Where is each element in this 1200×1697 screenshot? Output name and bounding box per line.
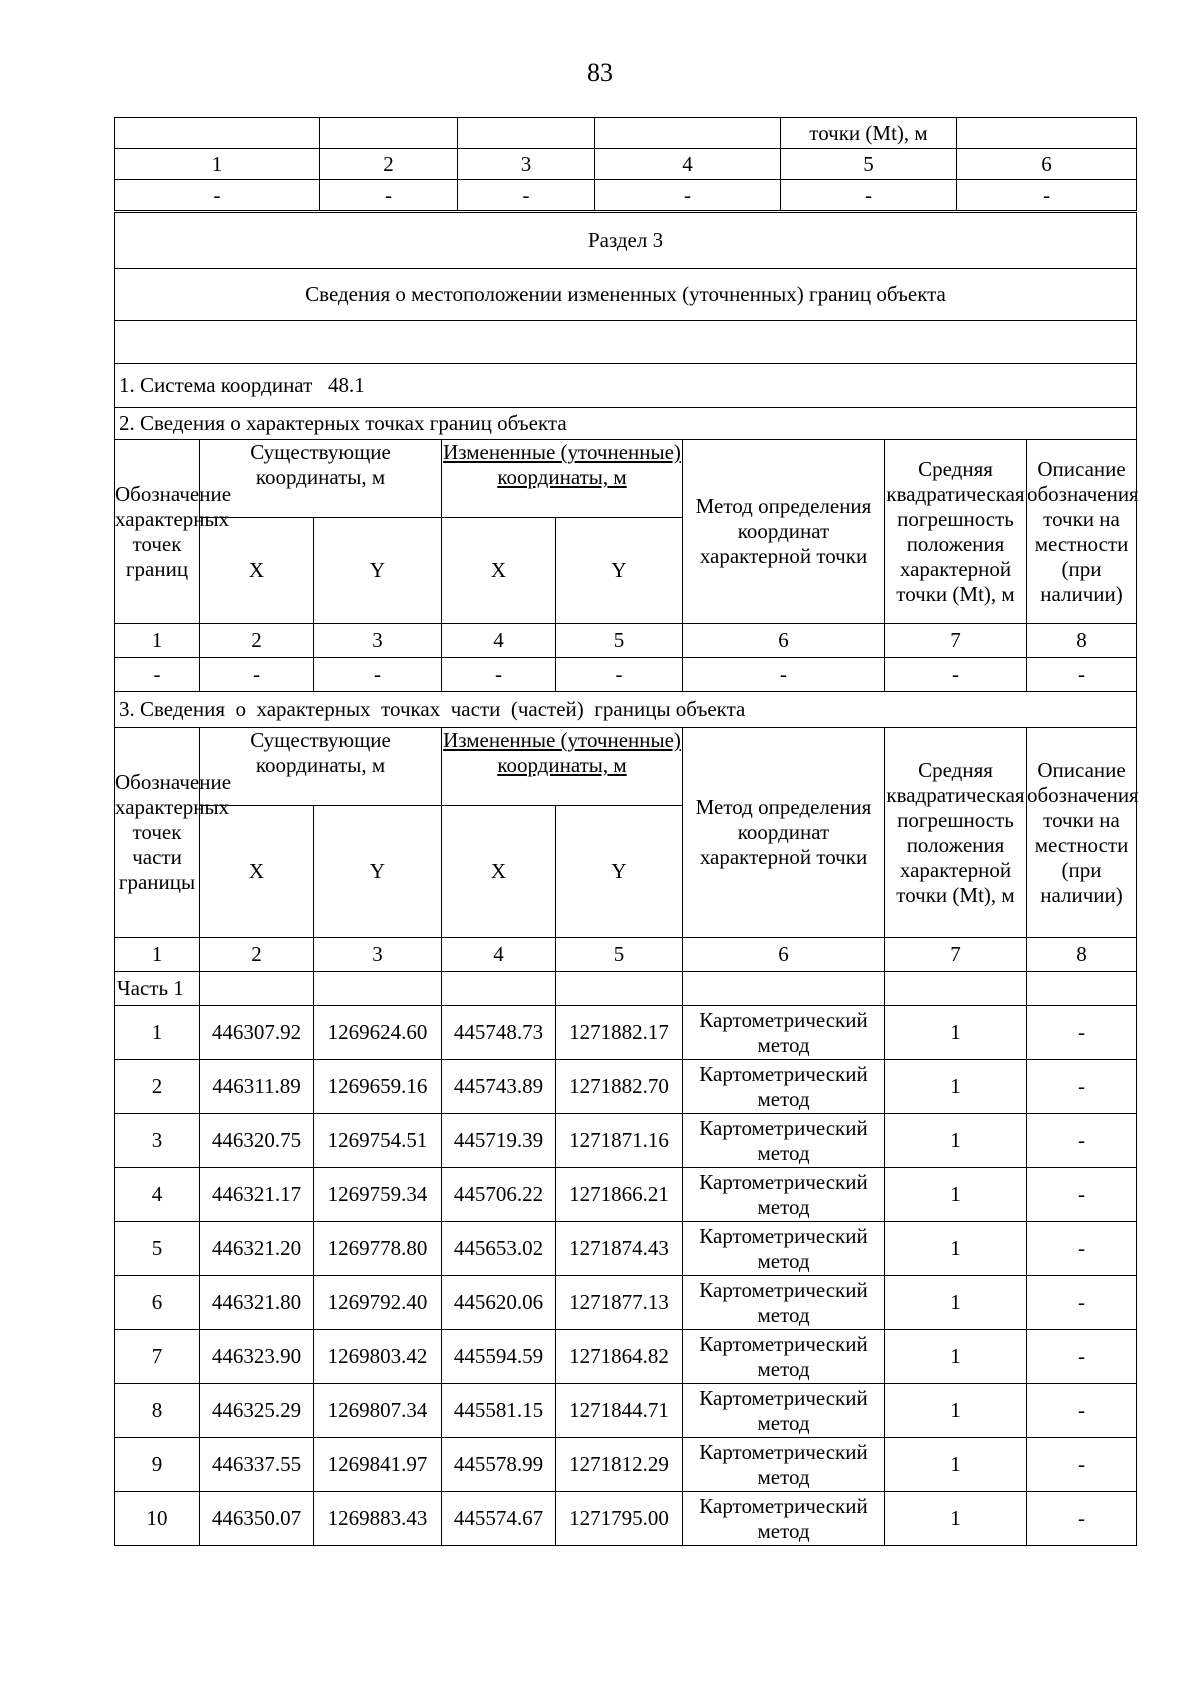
section-title-row (115, 213, 1137, 269)
designation-header: Обозначение характерных точек границ (115, 440, 200, 624)
dash-cell: - (458, 180, 595, 211)
column-number: 1 (115, 149, 320, 180)
dash-cell: - (556, 658, 683, 692)
method-value: Картометрический метод (683, 1222, 885, 1276)
table-row (115, 1276, 1137, 1330)
changed-y: 1271864.82 (556, 1330, 683, 1384)
error-header: Средняя квадратическая погрешность положения характерной точки (Mt), м (885, 440, 1027, 624)
existing-x: 446321.80 (200, 1276, 314, 1330)
column-number: 3 (314, 938, 442, 972)
column-number: 8 (1027, 624, 1137, 658)
dash-cell: - (683, 658, 885, 692)
column-number: 1 (115, 938, 200, 972)
existing-x: 446321.20 (200, 1222, 314, 1276)
table-row (115, 1060, 1137, 1114)
table-row (115, 1222, 1137, 1276)
top-table-cell (957, 118, 1137, 149)
error-value: 1 (885, 1330, 1027, 1384)
description-header: Описание обозначения точки на местности (при наличии) (1027, 728, 1137, 938)
column-number: 7 (885, 624, 1027, 658)
method-value: Картометрический метод (683, 1492, 885, 1546)
empty-cell (556, 972, 683, 1006)
existing-x: 446350.07 (200, 1492, 314, 1546)
changed-coords-header: Измененные (уточненные) координаты, м (442, 440, 683, 518)
dash-cell: - (781, 180, 957, 211)
empty-cell (314, 972, 442, 1006)
boundary-numbers-row (115, 624, 1137, 658)
changed-y: 1271877.13 (556, 1276, 683, 1330)
column-number: 5 (556, 624, 683, 658)
y-header: Y (556, 518, 683, 624)
point-number: 10 (115, 1492, 200, 1546)
boundary-dash-row (115, 658, 1137, 692)
empty-cell (115, 321, 1137, 364)
column-number: 1 (115, 624, 200, 658)
existing-y: 1269759.34 (314, 1168, 442, 1222)
method-value: Картометрический метод (683, 1276, 885, 1330)
description-value: - (1027, 1438, 1137, 1492)
table-row (115, 1492, 1137, 1546)
column-number: 2 (200, 624, 314, 658)
error-value: 1 (885, 1168, 1027, 1222)
top-table-cell (458, 118, 595, 149)
existing-y: 1269807.34 (314, 1384, 442, 1438)
top-table-cell (595, 118, 781, 149)
dash-cell: - (885, 658, 1027, 692)
coordinate-system (115, 364, 1137, 408)
dash-cell: - (314, 658, 442, 692)
part-heading: 3. Сведения о характерных точках части (частей) границы объекта (115, 692, 1137, 728)
section-title: Раздел 3 (115, 213, 1137, 269)
existing-coords-header: Существующие координаты, м (200, 728, 442, 806)
changed-x: 445719.39 (442, 1114, 556, 1168)
column-number: 3 (314, 624, 442, 658)
table-row (115, 1330, 1137, 1384)
boundary-heading: 2. Сведения о характерных точках границ объекта (115, 408, 1137, 440)
top-table-cell (320, 118, 458, 149)
column-number: 6 (683, 938, 885, 972)
dash-cell: - (200, 658, 314, 692)
top-table-cell (115, 118, 320, 149)
point-number: 5 (115, 1222, 200, 1276)
table-row (115, 1384, 1137, 1438)
existing-y: 1269841.97 (314, 1438, 442, 1492)
changed-x: 445653.02 (442, 1222, 556, 1276)
dash-cell: - (442, 658, 556, 692)
page-number: 83 (587, 58, 613, 87)
error-value: 1 (885, 1384, 1027, 1438)
method-value: Картометрический метод (683, 1114, 885, 1168)
existing-y: 1269792.40 (314, 1276, 442, 1330)
top-table (114, 117, 1137, 211)
description-value: - (1027, 1114, 1137, 1168)
error-value: 1 (885, 1438, 1027, 1492)
top-table-numbers-row (115, 149, 1137, 180)
description-value: - (1027, 1222, 1137, 1276)
column-number: 4 (595, 149, 781, 180)
column-number: 6 (683, 624, 885, 658)
error-value: 1 (885, 1222, 1027, 1276)
point-number: 6 (115, 1276, 200, 1330)
changed-x: 445748.73 (442, 1006, 556, 1060)
point-number: 9 (115, 1438, 200, 1492)
description-header: Описание обозначения точки на местности (при наличии) (1027, 440, 1137, 624)
description-value: - (1027, 1330, 1137, 1384)
column-number: 2 (200, 938, 314, 972)
dash-cell: - (115, 658, 200, 692)
changed-x: 445706.22 (442, 1168, 556, 1222)
point-number: 3 (115, 1114, 200, 1168)
table-row (115, 1438, 1137, 1492)
point-number: 8 (115, 1384, 200, 1438)
coordinate-system-row (115, 364, 1137, 408)
y-header: Y (556, 806, 683, 938)
changed-y: 1271795.00 (556, 1492, 683, 1546)
column-number: 6 (957, 149, 1137, 180)
error-value: 1 (885, 1492, 1027, 1546)
section-subtitle: Сведения о местоположении измененных (уточненных) границ объекта (115, 269, 1137, 321)
changed-y: 1271866.21 (556, 1168, 683, 1222)
dash-cell: - (1027, 658, 1137, 692)
method-value: Картометрический метод (683, 1168, 885, 1222)
y-header: Y (314, 806, 442, 938)
empty-row (115, 321, 1137, 364)
changed-coords-header: Измененные (уточненные) координаты, м (442, 728, 683, 806)
empty-cell (683, 972, 885, 1006)
changed-y: 1271871.16 (556, 1114, 683, 1168)
method-value: Картометрический метод (683, 1060, 885, 1114)
changed-y: 1271882.17 (556, 1006, 683, 1060)
empty-cell (1027, 972, 1137, 1006)
section-subtitle-row (115, 269, 1137, 321)
method-value: Картометрический метод (683, 1384, 885, 1438)
column-number: 4 (442, 938, 556, 972)
y-header: Y (314, 518, 442, 624)
part-label: Часть 1 (115, 972, 200, 1006)
changed-x: 445581.15 (442, 1384, 556, 1438)
point-number: 4 (115, 1168, 200, 1222)
description-value: - (1027, 1006, 1137, 1060)
method-header: Метод определения координат характерной точки (683, 440, 885, 624)
part-label-row (115, 972, 1137, 1006)
description-value: - (1027, 1492, 1137, 1546)
changed-y: 1271812.29 (556, 1438, 683, 1492)
table-row (115, 1114, 1137, 1168)
method-value: Картометрический метод (683, 1330, 885, 1384)
column-number: 8 (1027, 938, 1137, 972)
description-value: - (1027, 1168, 1137, 1222)
dash-cell: - (957, 180, 1137, 211)
changed-x: 445620.06 (442, 1276, 556, 1330)
point-number: 1 (115, 1006, 200, 1060)
dash-cell: - (595, 180, 781, 211)
existing-y: 1269778.80 (314, 1222, 442, 1276)
description-value: - (1027, 1384, 1137, 1438)
part-numbers-row (115, 938, 1137, 972)
description-value: - (1027, 1276, 1137, 1330)
designation-header: Обозначение характерных точек части границы (115, 728, 200, 938)
existing-x: 446307.92 (200, 1006, 314, 1060)
existing-x: 446321.17 (200, 1168, 314, 1222)
point-number: 2 (115, 1060, 200, 1114)
existing-y: 1269883.43 (314, 1492, 442, 1546)
method-header: Метод определения координат характерной точки (683, 728, 885, 938)
method-value: Картометрический метод (683, 1438, 885, 1492)
changed-x: 445743.89 (442, 1060, 556, 1114)
boundary-header-row (115, 440, 1137, 518)
changed-x: 445578.99 (442, 1438, 556, 1492)
part-heading-row (115, 692, 1137, 728)
dash-cell: - (115, 180, 320, 211)
x-header: X (200, 806, 314, 938)
point-number: 7 (115, 1330, 200, 1384)
error-header: Средняя квадратическая погрешность положения характерной точки (Mt), м (885, 728, 1027, 938)
changed-y: 1271882.70 (556, 1060, 683, 1114)
description-value: - (1027, 1060, 1137, 1114)
empty-cell (885, 972, 1027, 1006)
top-table-header-row (115, 118, 1137, 149)
column-number: 3 (458, 149, 595, 180)
column-number: 7 (885, 938, 1027, 972)
x-header: X (442, 806, 556, 938)
error-value: 1 (885, 1276, 1027, 1330)
existing-y: 1269803.42 (314, 1330, 442, 1384)
error-value: 1 (885, 1006, 1027, 1060)
existing-x: 446337.55 (200, 1438, 314, 1492)
top-table-mt-label: точки (Mt), м (781, 118, 957, 149)
column-number: 2 (320, 149, 458, 180)
existing-x: 446320.75 (200, 1114, 314, 1168)
error-value: 1 (885, 1060, 1027, 1114)
existing-coords-header: Существующие координаты, м (200, 440, 442, 518)
column-number: 5 (781, 149, 957, 180)
main-table (114, 212, 1137, 1546)
changed-x: 445594.59 (442, 1330, 556, 1384)
column-number: 5 (556, 938, 683, 972)
method-value: Картометрический метод (683, 1006, 885, 1060)
existing-x: 446325.29 (200, 1384, 314, 1438)
coordinate-system-value: 48.1 (328, 373, 365, 397)
error-value: 1 (885, 1114, 1027, 1168)
top-table-dash-row (115, 180, 1137, 211)
table-row (115, 1168, 1137, 1222)
existing-y: 1269624.60 (314, 1006, 442, 1060)
column-number: 4 (442, 624, 556, 658)
existing-y: 1269754.51 (314, 1114, 442, 1168)
empty-cell (442, 972, 556, 1006)
part-header-row (115, 728, 1137, 806)
x-header: X (442, 518, 556, 624)
existing-x: 446311.89 (200, 1060, 314, 1114)
changed-y: 1271844.71 (556, 1384, 683, 1438)
table-row (115, 1006, 1137, 1060)
existing-x: 446323.90 (200, 1330, 314, 1384)
boundary-heading-row (115, 408, 1137, 440)
x-header: X (200, 518, 314, 624)
changed-x: 445574.67 (442, 1492, 556, 1546)
dash-cell: - (320, 180, 458, 211)
existing-y: 1269659.16 (314, 1060, 442, 1114)
coordinate-system-label: 1. Система координат (119, 373, 313, 397)
empty-cell (200, 972, 314, 1006)
changed-y: 1271874.43 (556, 1222, 683, 1276)
